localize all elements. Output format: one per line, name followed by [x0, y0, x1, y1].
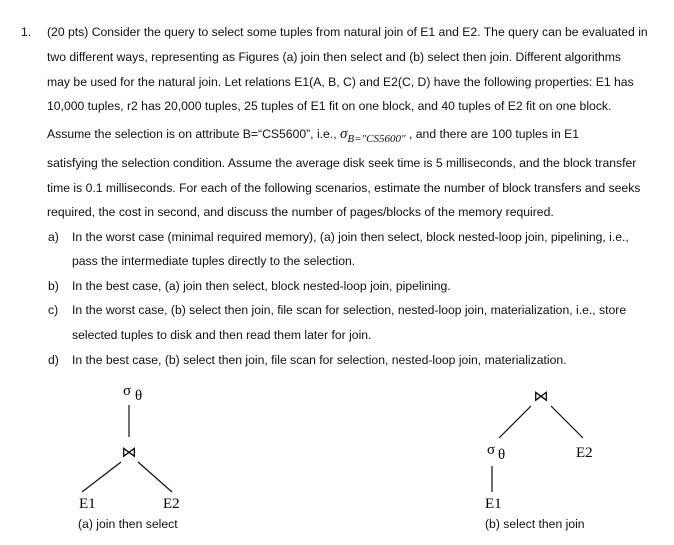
figure-b-join-symbol: ⋈ [533, 389, 549, 405]
figure-a-sigma: σ [122, 383, 132, 399]
problem-line-1: (20 pts) Consider the query to select some tuples from natural join of E1 and E2. The query can be evaluated in [47, 25, 648, 39]
figure-b-tree [485, 389, 593, 512]
problem-line-7: time is 0.1 milliseconds. For each of the following scenarios, estimate the number of block transfers and seeks [47, 181, 641, 195]
item-d-marker: d) [48, 353, 59, 367]
figure-b-e2: E2 [576, 445, 593, 461]
figure-a-e1: E1 [79, 496, 96, 512]
figure-a-join-symbol: ⋈ [121, 445, 137, 461]
figure-b-sigma: σ [486, 442, 496, 458]
figure-b-theta: θ [498, 447, 506, 463]
figure-b-edge-join-e2 [551, 406, 583, 438]
figure-b-edge-join-select [499, 406, 531, 438]
line5-text-after: , and there are 100 tuples in E1 [405, 127, 580, 141]
selection-sigma: σ [340, 126, 348, 142]
figure-b-e1: E1 [485, 496, 502, 512]
selection-condition: B="CS5600" [347, 133, 406, 145]
item-a-marker: a) [48, 230, 59, 244]
item-c-line-2: selected tuples to disk and then read them later for join. [72, 328, 372, 342]
figure-a-edge-join-e1 [82, 462, 121, 492]
item-b-line-1: In the best case, (a) join then select, block nested-loop join, pipelining. [72, 279, 451, 293]
problem-number: 1. [21, 25, 32, 39]
item-a-line-1: In the worst case (minimal required memory), (a) join then select, block nested-loop join, pipelining, i.e., [72, 230, 629, 244]
figure-b-caption: (b) select then join [485, 517, 585, 531]
item-b-marker: b) [48, 279, 59, 293]
problem-line-3: may be used for the natural join. Let relations E1(A, B, C) and E2(C, D) have the following properties: E1 has [47, 75, 634, 89]
item-d-line-1: In the best case, (b) select then join, file scan for selection, nested-loop join, materialization. [72, 353, 567, 367]
line5-text-before: Assume the selection is on attribute B=“CS5600”, i.e., [47, 127, 340, 141]
item-c-marker: c) [48, 303, 59, 317]
item-a-line-2: pass the intermediate tuples directly to the selection. [72, 254, 356, 268]
problem-line-2: two different ways, representing as Figures (a) join then select and (b) select then join. Different algorithms [47, 50, 622, 64]
problem-line-8: required, the cost in second, and discuss the number of pages/blocks of the memory required. [47, 205, 554, 219]
figure-a-tree [79, 383, 180, 512]
problem-line-4: 10,000 tuples, r2 has 20,000 tuples, 25 tuples of E1 fit on one block, and 40 tuples of E2 fit on one block. [47, 99, 612, 113]
figure-a-theta: θ [135, 388, 143, 404]
figure-a-edge-join-e2 [138, 462, 172, 492]
item-c-line-1: In the worst case, (b) select then join, file scan for selection, nested-loop join, materialization, i.e., store [72, 303, 627, 317]
problem-line-6: satisfying the selection condition. Assume the average disk seek time is 5 milliseconds, and the block transfer [47, 156, 637, 170]
figure-a-e2: E2 [163, 496, 180, 512]
figure-a-caption: (a) join then select [78, 517, 178, 531]
